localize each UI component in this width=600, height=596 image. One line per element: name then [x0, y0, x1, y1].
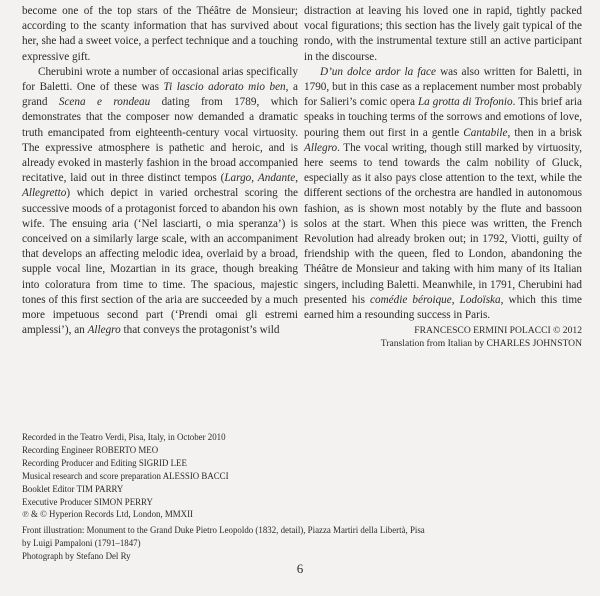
text-run: ,: [251, 172, 258, 185]
recording-engineer: Recording Engineer ROBERTO MEO: [22, 444, 159, 455]
tempo-term: Largo: [224, 172, 252, 185]
text-run: Cherubini wrote a number of occasional arias specifically for Baletti. One of these was: [22, 65, 298, 94]
opera-title: Lodoïska: [459, 293, 501, 306]
tempo-term: Allegro: [304, 141, 338, 154]
text-run: was also written for Baletti, in 1790, but in this case as a replacement number most probably for Salieri’s comic opera: [304, 65, 582, 109]
text-run: , then in a brisk: [507, 126, 582, 139]
executive-producer: Executive Producer SIMON PERRY: [22, 496, 153, 507]
text-run: , which this time earned him a resounding success in Paris.: [304, 293, 582, 322]
right-text-column: [304, 4, 582, 350]
paragraph: [304, 65, 582, 323]
text-run: dating from 1789, which demonstrates that the composer now demanded a dramatic truth emancipated from eighteenth-century vocal virtuosity. The expressive atmosphere is pathetic and heroic, and is already evoked in masterly fashion in the broad accompanied recitative, laid out in three distinct tempos (: [22, 96, 298, 185]
text-run: ) which depict in varied orchestral scoring the successive moods of a protagonist forced to abandon his own wife. The ensuing aria (‘Nel lasciarti, o mia speranza’) is conceived on a similarly large scale, with an accompaniment that develops an affecting melodic idea, overlaid by a broad, supple vocal line, Mozartian in its grace, though breaking into coloratura from time to time. The spacious, majestic tones of this first section of the aria are succeeded by a much more impetuous second part (‘Prendi omai gli estremi amplessi’), an: [22, 187, 298, 337]
genre-term: comédie béroique: [370, 293, 452, 306]
tempo-term: Cantabile: [463, 126, 508, 139]
text-run: Translation from Italian by: [380, 338, 487, 350]
front-illustration-artist: by Luigi Pampaloni (1791–1847): [22, 538, 141, 549]
paragraph: [22, 65, 298, 339]
aria-title: Ti lascio adorato mio ben: [163, 81, 286, 94]
aria-title: D’un dolce ardor la face: [320, 65, 436, 78]
paragraph: distraction at leaving his loved one in rapid, tightly packed vocal figurations; this section has the lively gait typical of the rondo, with the instrumental texture still an active participant in the discourse.: [304, 5, 582, 63]
front-illustration: Front illustration: Monument to the Grand Duke Pietro Leopoldo (1832, detail), Piazza Martiri della Libertà, Pisa: [22, 525, 425, 536]
booklet-editor: Booklet Editor TIM PARRY: [22, 483, 124, 494]
text-run: . The vocal writing, though still marked by virtuosity, here seems to tend towards the calm nobility of Gluck, especially as it also pays close attention to the text, while the different sections of the orchestra are handled in autonomous fashion, as is shown most notably by the flute and bassoon solos at the start. When this piece was written, the French Revolution had already broken out; in 1792, Viotti, guilty of friendship with the queen, fled to London, abandoning the Théâtre de Monsieur and taking with him many of its Italian singers, including Baletti. Meanwhile, in 1791, Cherubini had presented his: [304, 141, 582, 306]
translation-credit: [304, 337, 582, 350]
author-credit: FRANCESCO ERMINI POLACCI © 2012: [414, 325, 582, 337]
musical-research: Musical research and score preparation ALESSIO BACCI: [22, 470, 229, 481]
photo-credit: Photograph by Stefano Del Ry: [22, 551, 131, 562]
work-title: Scena e rondeau: [58, 96, 151, 109]
text-run: . This brief aria speaks in touching terms of the sorrows and emotions of love, pouring them out first in a gentle: [304, 96, 583, 139]
recording-producer: Recording Producer and Editing SIGRID LEE: [22, 457, 187, 468]
left-text-column: [22, 4, 298, 338]
paragraph: become one of the top stars of the Théâtre de Monsieur; according to the scanty information that has survived about her, she had a sweet voice, a perfect technique and a touching expressive gift.: [22, 5, 298, 63]
text-run: , a grand: [22, 81, 299, 109]
copyright-line: ℗ & © Hyperion Records Ltd, London, MMXII: [22, 509, 193, 520]
text-run: ,: [451, 293, 460, 306]
text-run: that conveys the protagonist’s wild: [120, 324, 280, 337]
tempo-term: Allegro: [87, 324, 121, 337]
opera-title: La grotta di Trofonio: [417, 96, 513, 109]
production-credits: [22, 431, 462, 563]
tempo-term: Allegretto: [22, 187, 67, 200]
text-run: ,: [295, 172, 298, 185]
page-number: 6: [296, 561, 304, 576]
recording-location: Recorded in the Teatro Verdi, Pisa, Italy, in October 2010: [22, 432, 226, 442]
translator-name: CHARLES JOHNSTON: [486, 338, 582, 350]
tempo-term: Andante: [257, 172, 296, 185]
